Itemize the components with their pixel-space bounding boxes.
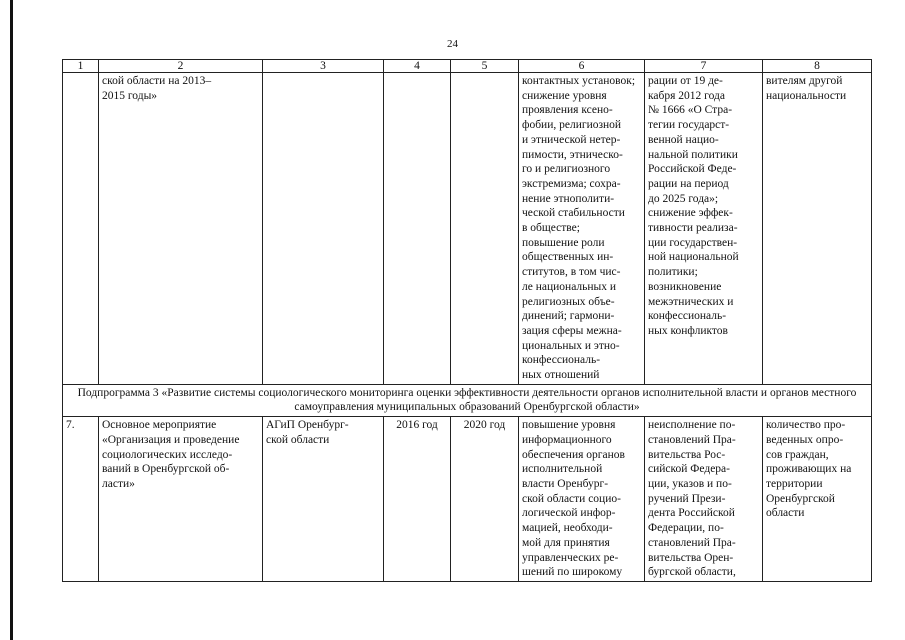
- col-header-4: 4: [384, 60, 451, 73]
- cell-num: [63, 73, 99, 385]
- cell-executor: АГиП Оренбург- ской области: [263, 417, 384, 582]
- cell-measure-name: ской области на 2013– 2015 годы»: [99, 73, 263, 385]
- cell-consequences: неисполнение по- становлений Пра- вительства Рос- сийской Федера- ции, указов и по- ручений Прези- дента Российской Федерации, по- становлений Пра- вительства Орен- бургской области,: [645, 417, 763, 582]
- page-number: 24: [447, 38, 458, 50]
- cell-indicator: вителям другой национальности: [763, 73, 872, 385]
- col-header-7: 7: [645, 60, 763, 73]
- cell-executor: [263, 73, 384, 385]
- cell-expected-result: повышение уровня информационного обеспечения органов исполнительной власти Оренбург- ской области социо- логической инфор- мацией, необходи- мой для принятия управленческих ре- шений по широкому: [519, 417, 645, 582]
- subprogram-title: Подпрограмма 3 «Развитие системы социологического мониторинга оценки эффективности деятельности органов исполнительной власти и органов местного самоуправления муниципальных образований Оренбургской области»: [63, 384, 872, 416]
- table-row-7: [63, 417, 872, 582]
- col-header-5: 5: [451, 60, 519, 73]
- column-number-row: [63, 60, 872, 73]
- cell-indicator: количество про- веденных опро- сов граждан, проживающих на территории Оренбургской области: [763, 417, 872, 582]
- col-header-2: 2: [99, 60, 263, 73]
- col-header-8: 8: [763, 60, 872, 73]
- cell-consequences: рации от 19 де- кабря 2012 года № 1666 «О Стра- тегии государст- венной нацио- нальной политики Российской Феде- рации на период до 2025 года»; снижение эффек- тивности реализа- ции государствен- ной национальной политики; возникновение межэтнических и конфессиональ- ных конфликтов: [645, 73, 763, 385]
- col-header-1: 1: [63, 60, 99, 73]
- measures-table: [62, 59, 872, 582]
- cell-measure-name: Основное мероприятие «Организация и проведение социологических исследо- ваний в Оренбургской об- ласти»: [99, 417, 263, 582]
- cell-end-year: 2020 год: [451, 417, 519, 582]
- cell-expected-result: контактных установок; снижение уровня проявления ксено- фобии, религиозной и этнической нетер- пимости, этническо- го и религиозного экстремизма; сохра- нение этнополити- ческой стабильности в обществе; повышение роли общественных ин- ститутов, в том чис- ле национальных и религиозных объе- динений; гармони- зация сферы межна- циональных и этно- конфессиональ- ных отношений: [519, 73, 645, 385]
- cell-num: 7.: [63, 417, 99, 582]
- cell-end-year: [451, 73, 519, 385]
- col-header-3: 3: [263, 60, 384, 73]
- page-edge-bar: [10, 0, 13, 640]
- col-header-6: 6: [519, 60, 645, 73]
- table-row-continuation: [63, 73, 872, 385]
- cell-start-year: 2016 год: [384, 417, 451, 582]
- subprogram-row: [63, 384, 872, 416]
- cell-start-year: [384, 73, 451, 385]
